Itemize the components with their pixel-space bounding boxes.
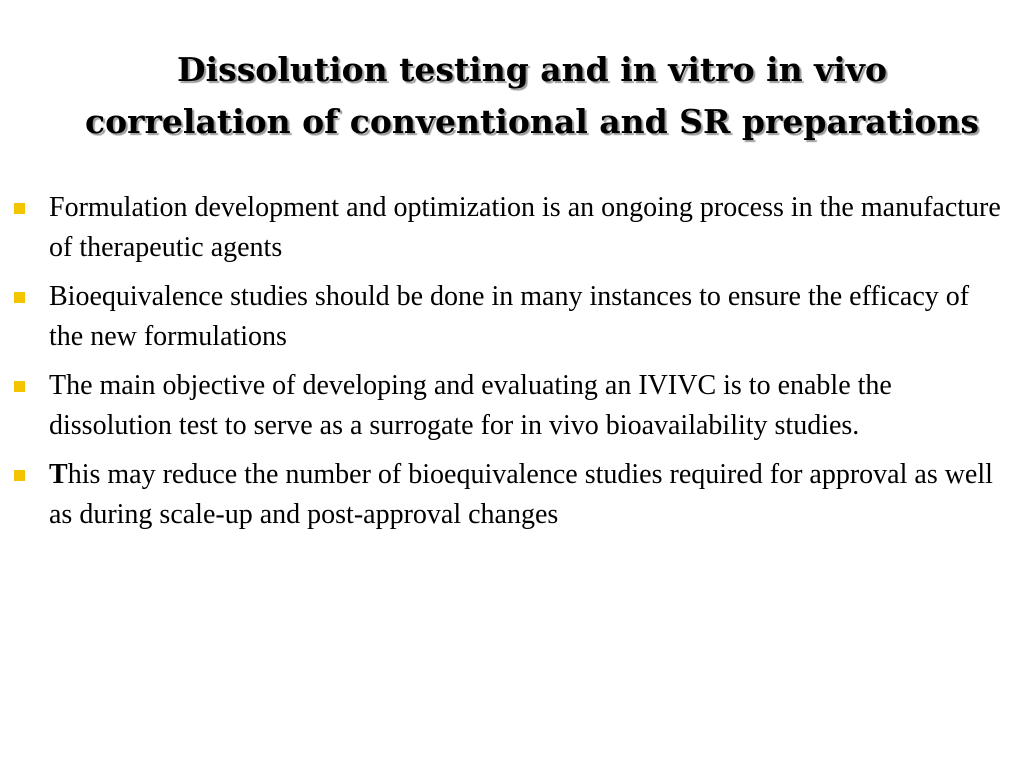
bullet-item-1 [14, 188, 1004, 268]
slide-title [60, 44, 1004, 148]
bullet-bold-lead: T [49, 459, 68, 490]
bullet-text: Bioequivalence studies should be done in many instances to ensure the efficacy of the new formulations [49, 281, 970, 352]
square-bullet-icon [14, 203, 25, 214]
square-bullet-icon [14, 292, 25, 303]
bullet-item-2 [14, 277, 1004, 357]
square-bullet-icon [14, 470, 25, 481]
bullet-item-4 [14, 455, 1004, 535]
bullet-text-rest: his may reduce the number of bioequivalence studies required for approval as well as during scale-up and post-approval changes [49, 459, 993, 530]
bullet-text [49, 459, 993, 530]
bullet-item-3 [14, 366, 1004, 446]
bullet-list [14, 188, 1004, 544]
slide-title-line-1: Dissolution testing and in vitro in vivo [177, 50, 887, 89]
square-bullet-icon [14, 381, 25, 392]
slide-title-line-2: correlation of conventional and SR preparations [85, 102, 979, 141]
bullet-text: The main objective of developing and evaluating an IVIVC is to enable the dissolution test to serve as a surrogate for in vivo bioavailability studies. [49, 370, 892, 441]
bullet-text: Formulation development and optimization is an ongoing process in the manufacture of therapeutic agents [49, 192, 1001, 263]
